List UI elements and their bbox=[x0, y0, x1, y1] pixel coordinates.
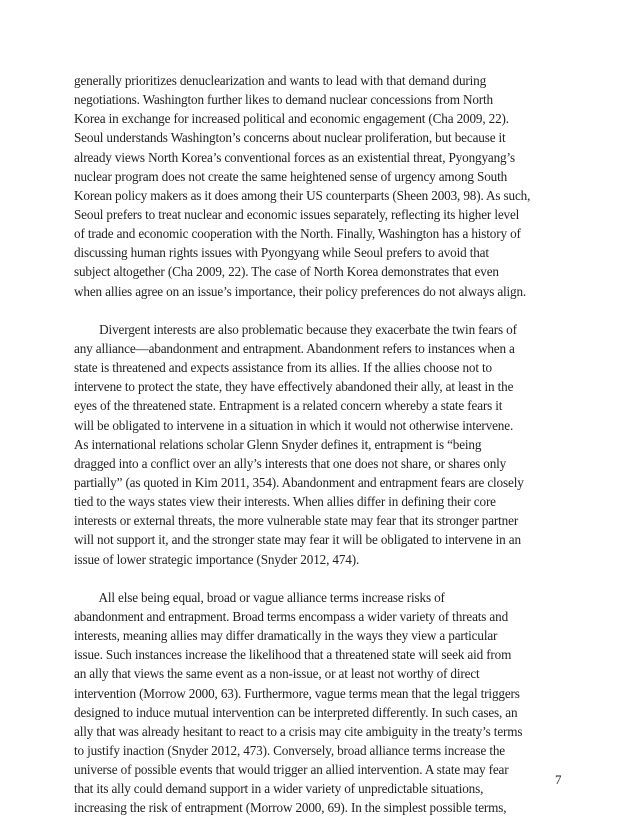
text-line: when allies agree on an issue’s importance, their policy preferences do not always align. bbox=[74, 283, 527, 299]
text-line: Korea in exchange for increased political and economic engagement (Cha 2009, 22). bbox=[74, 111, 509, 127]
text-line: that its ally could demand support in a wider variety of unpredictable situations, bbox=[74, 781, 484, 797]
paragraph-3 bbox=[74, 588, 574, 818]
text-line: nuclear program does not create the same heightened sense of urgency among South bbox=[74, 168, 508, 184]
paragraph-2 bbox=[74, 320, 574, 569]
text-line: tied to the ways states view their interests. When allies differ in defining their core bbox=[74, 494, 496, 510]
text-line: to justify inaction (Snyder 2012, 473). Conversely, broad alliance terms increase the bbox=[74, 742, 505, 758]
paragraph-spacer bbox=[74, 569, 574, 588]
text-line: ally that was already hesitant to react to a crisis may cite ambiguity in the treaty’s terms bbox=[74, 723, 523, 739]
text-line: Divergent interests are also problematic because they exacerbate the twin fears of bbox=[74, 321, 517, 337]
text-line: universe of possible events that would trigger an allied intervention. A state may fear bbox=[74, 762, 509, 778]
text-line: generally prioritizes denuclearization and wants to lead with that demand during bbox=[74, 73, 487, 88]
text-line: of trade and economic cooperation with the North. Finally, Washington has a history of bbox=[74, 226, 521, 242]
text-line: increasing the risk of entrapment (Morrow 2000, 69). In the simplest possible terms, bbox=[74, 800, 507, 816]
text-line: interests, meaning allies may differ dramatically in the ways they view a particular bbox=[74, 628, 498, 644]
text-line: Korean policy makers as it does among their US counterparts (Sheen 2003, 98). As such, bbox=[74, 187, 531, 203]
text-line: interests or external threats, the more vulnerable state may fear that its stronger partner bbox=[74, 513, 519, 529]
text-line: As international relations scholar Glenn Snyder defines it, entrapment is “being bbox=[74, 436, 482, 452]
text-line: Seoul prefers to treat nuclear and economic issues separately, reflecting its higher level bbox=[74, 206, 520, 222]
text-line: designed to induce mutual intervention can be interpreted differently. In such cases, an bbox=[74, 704, 518, 720]
text-line: Seoul understands Washington’s concerns about nuclear proliferation, but because it bbox=[74, 130, 506, 146]
text-line: eyes of the threatened state. Entrapment is a related concern whereby a state fears it bbox=[74, 398, 503, 414]
text-line: intervene to protect the state, they have effectively abandoned their ally, at least in the bbox=[74, 379, 514, 395]
text-line: All else being equal, broad or vague alliance terms increase risks of bbox=[74, 589, 445, 605]
page-number: 7 bbox=[555, 772, 562, 787]
text-line: partially” (as quoted in Kim 2011, 354). Abandonment and entrapment fears are closely bbox=[74, 474, 524, 490]
text-line: an ally that views the same event as a non-issue, or at least not worthy of direct bbox=[74, 666, 480, 682]
text-line: dragged into a conflict over an ally’s interests that one does not share, or shares only bbox=[74, 455, 507, 471]
text-line: already views North Korea’s conventional forces as an existential threat, Pyongyang’s bbox=[74, 149, 515, 165]
paragraph-spacer bbox=[74, 301, 574, 320]
text-line: issue. Such instances increase the likelihood that a threatened state will seek aid from bbox=[74, 647, 512, 663]
text-line: abandonment and entrapment. Broad terms encompass a wider variety of threats and bbox=[74, 608, 509, 624]
text-line: any alliance—abandonment and entrapment. Abandonment refers to instances when a bbox=[74, 340, 515, 356]
text-line: discussing human rights issues with Pyongyang while Seoul prefers to avoid that bbox=[74, 245, 489, 261]
text-line: subject altogether (Cha 2009, 22). The case of North Korea demonstrates that even bbox=[74, 264, 499, 280]
text-line: negotiations. Washington further likes to demand nuclear concessions from North bbox=[74, 92, 494, 108]
text-line: state is threatened and expects assistance from its allies. If the allies choose not to bbox=[74, 360, 492, 376]
text-line: intervention (Morrow 2000, 63). Furthermore, vague terms mean that the legal triggers bbox=[74, 685, 520, 701]
text-line: issue of lower strategic importance (Snyder 2012, 474). bbox=[74, 551, 360, 567]
text-line: will not support it, and the stronger state may fear it will be obligated to intervene in an bbox=[74, 532, 521, 548]
body-text bbox=[74, 71, 574, 817]
paragraph-1 bbox=[74, 71, 574, 301]
text-line: will be obligated to intervene in a situation in which it would not otherwise intervene. bbox=[74, 417, 514, 433]
